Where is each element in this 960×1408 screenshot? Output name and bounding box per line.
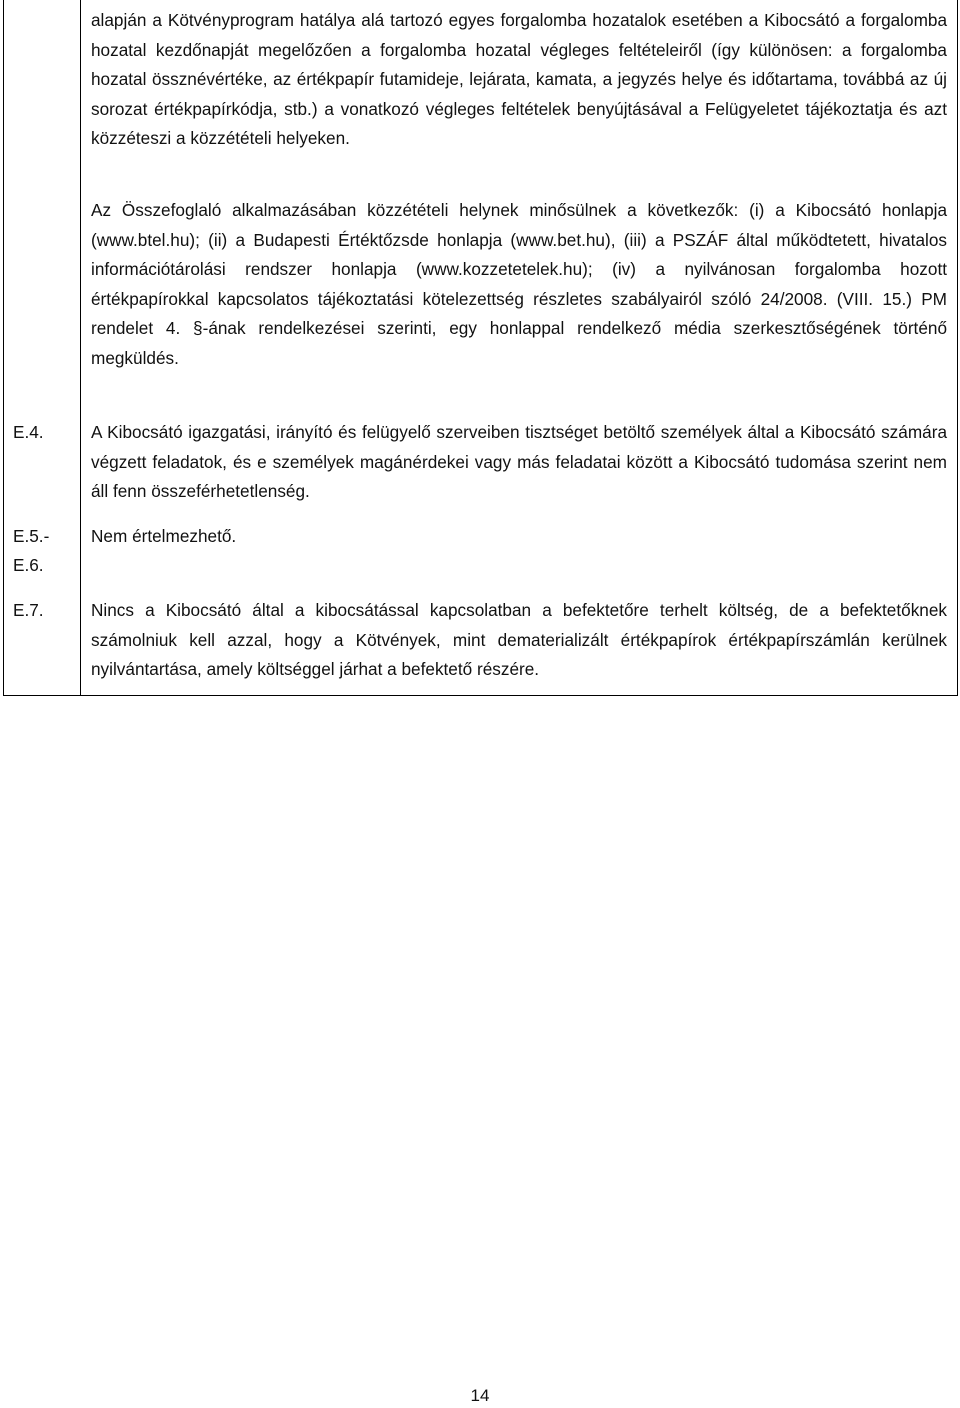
disclosure-places-paragraph: Az Összefoglaló alkalmazásában közzétételi helynek minősülnek a következők: (i) a Kibocsátó honlapja (www.btel.hu); (ii) a Budapesti Értéktőzsde honlapja (www.bet.hu), (iii) a PSZÁF által működtetett, hivatalos információtárolási rendszer honlapja (www.kozzetetelek.hu); (iv) a nyilvánosan forgalomba hozott értékpapírokkal kapcsolatos tájékoztatási kötelezettség részletes szabályairól szóló 24/2008. (VIII. 15.) PM rendelet 4. §-ának rendelkezései szerinti, egy honlappal rendelkező média szerkesztőségének történő megküldés. [91,200,947,368]
page-number: 14 [470,1386,490,1405]
row-text-e7: Nincs a Kibocsátó által a kibocsátással kapcsolatban a befektetőre terhelt költség, de a befektetőknek számolniuk kell azzal, hogy a Kötvények, mint dematerializált értékpapírok értékpapírszámlán kerülnek nyilvántartása, amely költséggel járhat a befektető részére. [91,600,947,679]
row-code-e4: E.4. [13,422,44,442]
row-code-e7: E.7. [13,600,44,620]
e3-continuation-paragraph: alapján a Kötvényprogram hatálya alá tartozó egyes forgalomba hozatalok esetében a Kibocsátó a forgalomba hozatal kezdőnapját megelőzően a forgalomba hozatal végleges feltételeiről (így különösen: a forgalomba hozatal össznévértéke, az értékpapír futamideje, lejárata, kamata, a jegyzés helye és időtartama, továbbá az új sorozat értékpapírkódja, stb.) a vonatkozó végleges feltételek benyújtásával a Felügyeletet tájékoztatja és azt közzéteszi a közzétételi helyeken. [91,10,947,148]
row-text-e5-e6: Nem értelmezhető. [91,526,237,546]
row-code-e5: E.5.- [13,526,50,546]
row-text-e4: A Kibocsátó igazgatási, irányító és felügyelő szerveiben tisztséget betöltő személyek által a Kibocsátó számára végzett feladatok, és e személyek magánérdekei vagy más feladatai között a Kibocsátó tudomása szerint nem áll fenn összeférhetetlenség. [91,422,947,501]
disclosure-table [3,0,958,696]
column-divider [80,0,81,695]
row-code-e6: E.6. [13,555,44,575]
